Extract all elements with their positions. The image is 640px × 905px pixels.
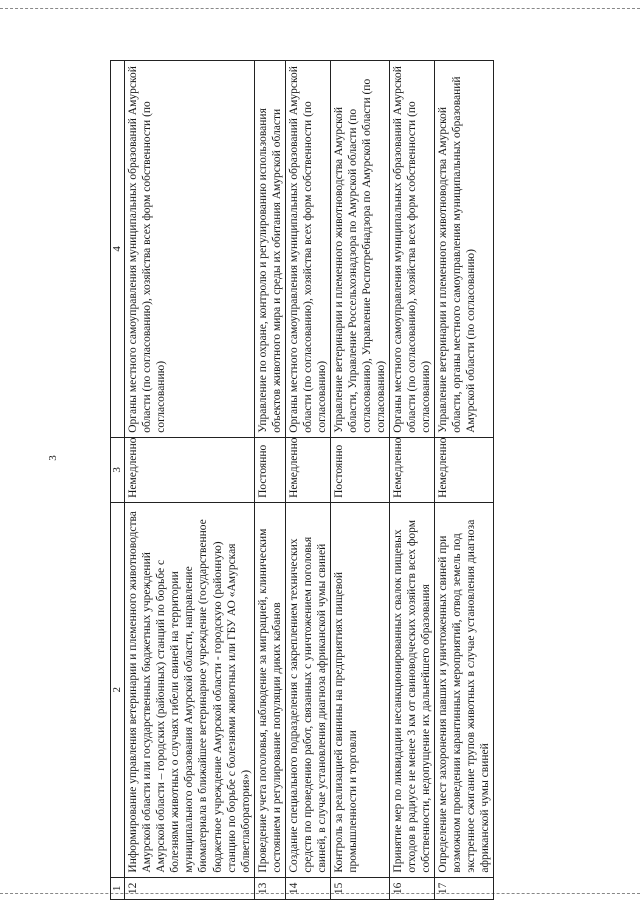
row-term: Немедленно bbox=[434, 437, 493, 502]
column-header-4: 4 bbox=[111, 61, 125, 438]
row-term: Немедленно bbox=[389, 437, 434, 502]
row-term: Постоянно bbox=[254, 437, 285, 502]
table-row bbox=[254, 61, 285, 900]
row-event: Создание специального подразделения с закреплением технических средств по проведению работ, связанных с уничтожением поголовья свиней, в случае установления диагноза африканской чумы свиней bbox=[285, 502, 330, 877]
row-responsible: Управление по охране, контролю и регулированию использования объектов животного мира и среды их обитания Амурской области bbox=[254, 61, 285, 438]
row-event: Информирование управления ветеринарии и племенного животноводства Амурской области или государственных бюджетных учреждений Амурской области – городских (районных) станций по борьбе с болезнями животных о случаях гибели свиней на территории муниципального образования Амурской области, направление биоматериала в ближайшее ветеринарное учреждение (государственное бюджетное учреждение Амурской области - городскую (районную) станцию по борьбе с болезнями животных или ГБУ АО «Амурская облветлаборатория») bbox=[125, 502, 254, 877]
row-responsible: Органы местного самоуправления муниципальных образований Амурской области (по согласованию), хозяйства всех форм собственности (по согласованию) bbox=[389, 61, 434, 438]
column-header-1: 1 bbox=[111, 877, 125, 899]
table-row bbox=[285, 61, 330, 900]
table-row bbox=[389, 61, 434, 900]
row-event: Определение мест захоронения павших и уничтоженных свиней при возможном проведении карантинных мероприятий, отвод земель под экстренное сжигание трупов животных в случае установления диагноза африканской чумы свиней bbox=[434, 502, 493, 877]
row-number: 12 bbox=[125, 877, 254, 899]
table-row bbox=[330, 61, 389, 900]
table-row bbox=[434, 61, 493, 900]
column-header-2: 2 bbox=[111, 502, 125, 877]
row-number: 14 bbox=[285, 877, 330, 899]
column-header-3: 3 bbox=[111, 437, 125, 502]
row-term: Немедленно bbox=[285, 437, 330, 502]
row-number: 16 bbox=[389, 877, 434, 899]
row-event: Принятие мер по ликвидации несанкционированных свалок пищевых отходов в радиусе не менее 3 км от свиноводческих хозяйств всех форм собственности, недопущение их дальнейшего образования bbox=[389, 502, 434, 877]
row-number: 13 bbox=[254, 877, 285, 899]
row-event: Проведение учета поголовья, наблюдение за миграцией, клиническим состоянием и регулирование популяции диких кабанов bbox=[254, 502, 285, 877]
page-number: 3 bbox=[46, 455, 59, 461]
row-term: Немедленно bbox=[125, 437, 254, 502]
row-event: Контроль за реализацией свинины на предприятиях пищевой промышленности и торговли bbox=[330, 502, 389, 877]
rotated-table-frame bbox=[110, 60, 630, 900]
row-number: 15 bbox=[330, 877, 389, 899]
row-number: 17 bbox=[434, 877, 493, 899]
measures-table bbox=[110, 60, 494, 900]
row-responsible: Управление ветеринарии и племенного животноводства Амурской области, органы местного самоуправления муниципальных образований Амурской области (по согласованию) bbox=[434, 61, 493, 438]
row-term: Постоянно bbox=[330, 437, 389, 502]
rotated-table-content bbox=[110, 60, 630, 900]
table-header-row bbox=[111, 61, 125, 900]
table-row bbox=[125, 61, 254, 900]
row-responsible: Органы местного самоуправления муниципальных образований Амурской области (по согласованию), хозяйства всех форм собственности (по согласованию) bbox=[125, 61, 254, 438]
row-responsible: Органы местного самоуправления муниципальных образований Амурской области (по согласованию), хозяйства всех форм собственности (по согласованию) bbox=[285, 61, 330, 438]
page-top-border bbox=[0, 8, 640, 9]
row-responsible: Управление ветеринарии и племенного животноводства Амурской области, Управление Россельхознадзора по Амурской области (по согласованию), Управление Роспотребнадзора по Амурской области (по согласованию) bbox=[330, 61, 389, 438]
